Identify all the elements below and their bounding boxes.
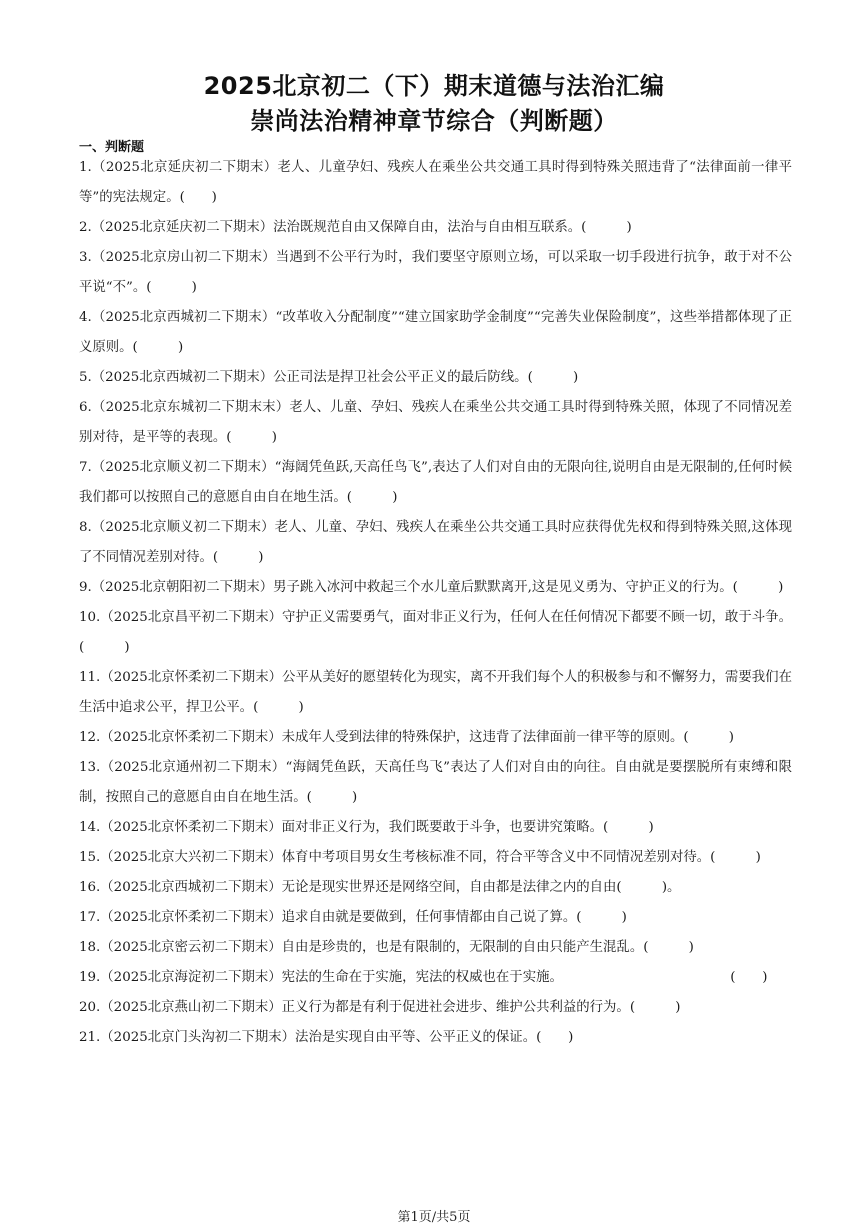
question-item: 2.（2025北京延庆初二下期末）法治既规范自由又保障自由，法治与自由相互联系。( ) <box>79 220 632 235</box>
question-item: 8.（2025北京顺义初二下期末）老人、儿童、孕妇、残疾人在乘坐公共交通工具时应获得优先权和得到特殊关照,这体现了不同情况差别对待。( ) <box>79 520 792 565</box>
question-item: 7.（2025北京顺义初二下期末）“海阔凭鱼跃,天高任鸟飞”,表达了人们对自由的无限向往,说明自由是无限制的,任何时候我们都可以按照自己的意愿自由自在地生活。( ) <box>79 460 792 505</box>
question-item: 18.（2025北京密云初二下期末）自由是珍贵的，也是有限制的，无限制的自由只能产生混乱。( ) <box>79 940 694 955</box>
section-heading: 一、判断题 <box>79 140 145 155</box>
question-item: 4.（2025北京西城初二下期末）“改革收入分配制度”“建立国家助学金制度”“完善失业保险制度”，这些举措都体现了正义原则。( ) <box>79 310 792 355</box>
question-item: 17.（2025北京怀柔初二下期末）追求自由就是要做到，任何事情都由自己说了算。( ) <box>79 910 627 925</box>
question-item: 5.（2025北京西城初二下期末）公正司法是捍卫社会公平正义的最后防线。( ) <box>79 370 579 385</box>
question-item: 11.（2025北京怀柔初二下期末）公平从美好的愿望转化为现实，离不开我们每个人的积极参与和不懈努力，需要我们在生活中追求公平，捍卫公平。( ) <box>79 670 792 715</box>
question-item: 21.（2025北京门头沟初二下期末）法治是实现自由平等、公平正义的保证。( ) <box>79 1030 574 1045</box>
question-item: 9.（2025北京朝阳初二下期末）男子跳入冰河中救起三个水儿童后默默离开,这是见义勇为、守护正义的行为。( ) <box>79 580 784 595</box>
document-title: 2025北京初二（下）期末道德与法治汇编 <box>203 72 665 100</box>
question-item: 13.（2025北京通州初二下期末）“海阔凭鱼跃，天高任鸟飞”表达了人们对自由的向往。自由就是要摆脱所有束缚和限制，按照自己的意愿自由自在地生活。( ) <box>79 760 792 805</box>
question-item: 16.（2025北京西城初二下期末）无论是现实世界还是网络空间，自由都是法律之内的自由( )。 <box>79 880 681 895</box>
page-number-footer: 第1页/共5页 <box>397 1210 471 1225</box>
question-item: 6.（2025北京东城初二下期末末）老人、儿童、孕妇、残疾人在乘坐公共交通工具时得到特殊关照，体现了不同情况差别对待，是平等的表现。( ) <box>79 400 792 445</box>
question-item: 14.（2025北京怀柔初二下期末）面对非正义行为，我们既要敢于斗争，也要讲究策略。( ) <box>79 820 654 835</box>
question-item: 19.（2025北京海淀初二下期末）宪法的生命在于实施，宪法的权威也在于实施。 ( ) <box>79 970 768 985</box>
question-item: 3.（2025北京房山初二下期末）当遇到不公平行为时，我们要坚守原则立场，可以采取一切手段进行抗争，敢于对不公平说“不”。( ) <box>79 250 792 295</box>
question-item: 12.（2025北京怀柔初二下期末）未成年人受到法律的特殊保护，这违背了法律面前一律平等的原则。( ) <box>79 730 735 745</box>
document-subtitle: 崇尚法治精神章节综合（判断题） <box>250 107 618 135</box>
question-item: 10.（2025北京昌平初二下期末）守护正义需要勇气，面对非正义行为，任何人在任何情况下都要不顾一切，敢于斗争。( ) <box>79 610 792 655</box>
question-list <box>79 153 792 1053</box>
question-item: 20.（2025北京燕山初二下期末）正义行为都是有利于促进社会进步、维护公共利益的行为。( ) <box>79 1000 681 1015</box>
question-item: 15.（2025北京大兴初二下期末）体育中考项目男女生考核标准不同，符合平等含义中不同情况差别对待。( ) <box>79 850 761 865</box>
question-item: 1.（2025北京延庆初二下期末）老人、儿童孕妇、残疾人在乘坐公共交通工具时得到特殊关照违背了“法律面前一律平等”的宪法规定。( ) <box>79 160 792 205</box>
